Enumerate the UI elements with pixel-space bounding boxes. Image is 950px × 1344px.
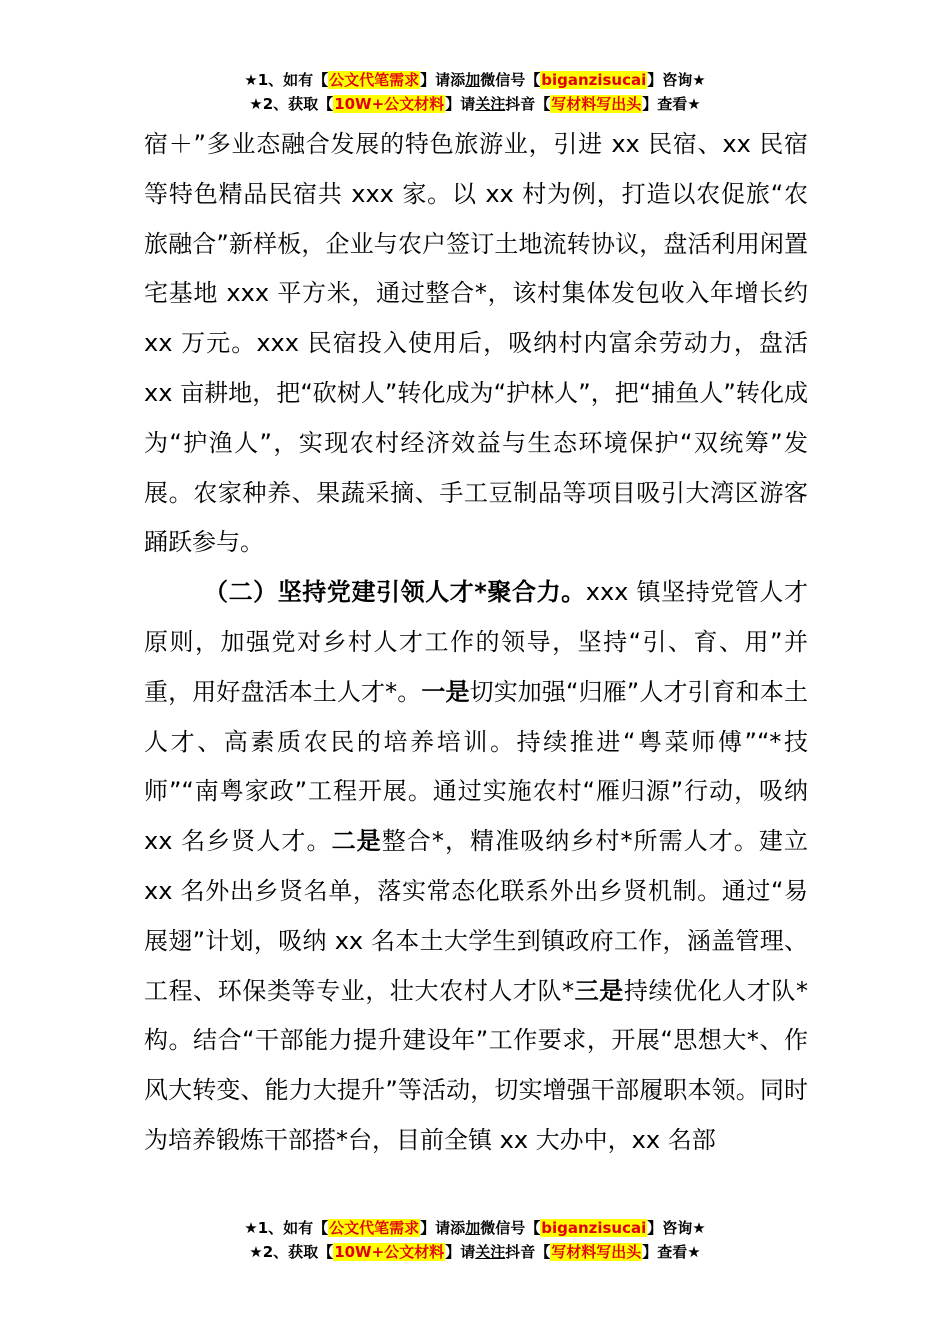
promo-text: 】咨询★: [647, 71, 706, 89]
promo-text: 】请: [445, 95, 476, 113]
promo-text: 】请添: [420, 1219, 466, 1237]
promo-highlight: 写材料写出头: [551, 1243, 642, 1261]
promo-highlight: 写材料写出头: [551, 95, 642, 113]
promo-text: 关注: [475, 95, 506, 113]
promo-text: 】咨询★: [647, 1219, 706, 1237]
promo-highlight: 公文代笔需求: [329, 1219, 420, 1237]
paragraph-text: xxx 镇坚持党管人才原则，加强党对乡村人才工作的领导，坚持“引、育、用”并重，用好盘活本土人才*。: [144, 578, 808, 706]
section-heading: （二）坚持党建引领人才*聚合力。: [204, 578, 586, 607]
promo-text: 微信号【: [480, 71, 541, 89]
promo-highlight: 10W+公文材料: [334, 1243, 445, 1261]
promo-highlight: biganzisucai: [541, 71, 647, 89]
promo-text: 】请: [445, 1243, 476, 1261]
keyword: 一是: [421, 677, 470, 706]
promo-text: 加: [465, 1219, 481, 1237]
promo-line-2: [0, 1240, 950, 1264]
promo-text: 】查看★: [642, 1243, 701, 1261]
body-paragraph: 宿＋”多业态融合发展的特色旅游业，引进 xx 民宿、xx 民宿等特色精品民宿共 xxx 家。以 xx 村为例，打造以农促旅“农旅融合”新样板，企业与农户签订土地流转协议，盘活利用闲置宅基地 xxx 平方米，通过整合*，该村集体发包收入年增长约 xx 万元。xxx 民宿投入使用后，吸纳村内富余劳动力，盘活 xx 亩耕地，把“砍树人”转化成为“护林人”，把“捕鱼人”转化成为“护渔人”，实现农村经济效益与生态环境保护“双统筹”发展。农家种养、果蔬采摘、手工豆制品等项目吸引大湾区游客踊跃参与。: [144, 130, 808, 557]
promo-text: 微信号【: [480, 1219, 541, 1237]
promo-line-1: [0, 1216, 950, 1240]
promo-text: ★1、如有【: [244, 71, 329, 89]
promo-text: 抖音【: [505, 1243, 551, 1261]
promo-text: ★2、获取【: [249, 95, 334, 113]
promo-text: ★2、获取【: [249, 1243, 334, 1261]
body-paragraph: [144, 568, 808, 1166]
paragraph-text: 切实加强“归雁”人才引育和本土人才、高素质农民的培养培训。持续推进“粤菜师傅”“*技师”“南粤家政”工程开展。通过实施农村“雁归源”行动，吸纳 xx 名乡贤人才。: [144, 677, 809, 856]
promo-text: 加: [465, 71, 481, 89]
promo-text: 抖音【: [505, 95, 551, 113]
promo-highlight: 公文代笔需求: [329, 71, 420, 89]
keyword: 三是: [574, 976, 624, 1005]
promo-line-1: [0, 68, 950, 92]
promo-text: ★1、如有【: [244, 1219, 329, 1237]
promo-text: 】请添: [420, 71, 466, 89]
promo-highlight: biganzisucai: [541, 1219, 647, 1237]
promo-line-2: [0, 92, 950, 116]
footer-promo-banner: [0, 1216, 950, 1264]
paragraph-text: 持续优化人才队*构。结合“干部能力提升建设年”工作要求，开展“思想大*、作风大转变、能力大提升”等活动，切实增强干部履职本领。同时为培养锻炼干部搭*台，目前全镇 xx 大办中，xx 名部: [144, 976, 809, 1154]
promo-text: 关注: [475, 1243, 506, 1261]
keyword: 二是: [331, 827, 382, 856]
document-body: [144, 120, 808, 1166]
header-promo-banner: [0, 68, 950, 116]
promo-text: 】查看★: [642, 95, 701, 113]
paragraph-text: 整合*，精准吸纳乡村*所需人才。建立 xx 名外出乡贤名单，落实常态化联系外出乡贤机制。通过“易展翅”计划，吸纳 xx 名本土大学生到镇政府工作，涵盖管理、工程、环保类等专业，壮大农村人才队*: [144, 827, 808, 1005]
promo-highlight: 10W+公文材料: [334, 95, 445, 113]
